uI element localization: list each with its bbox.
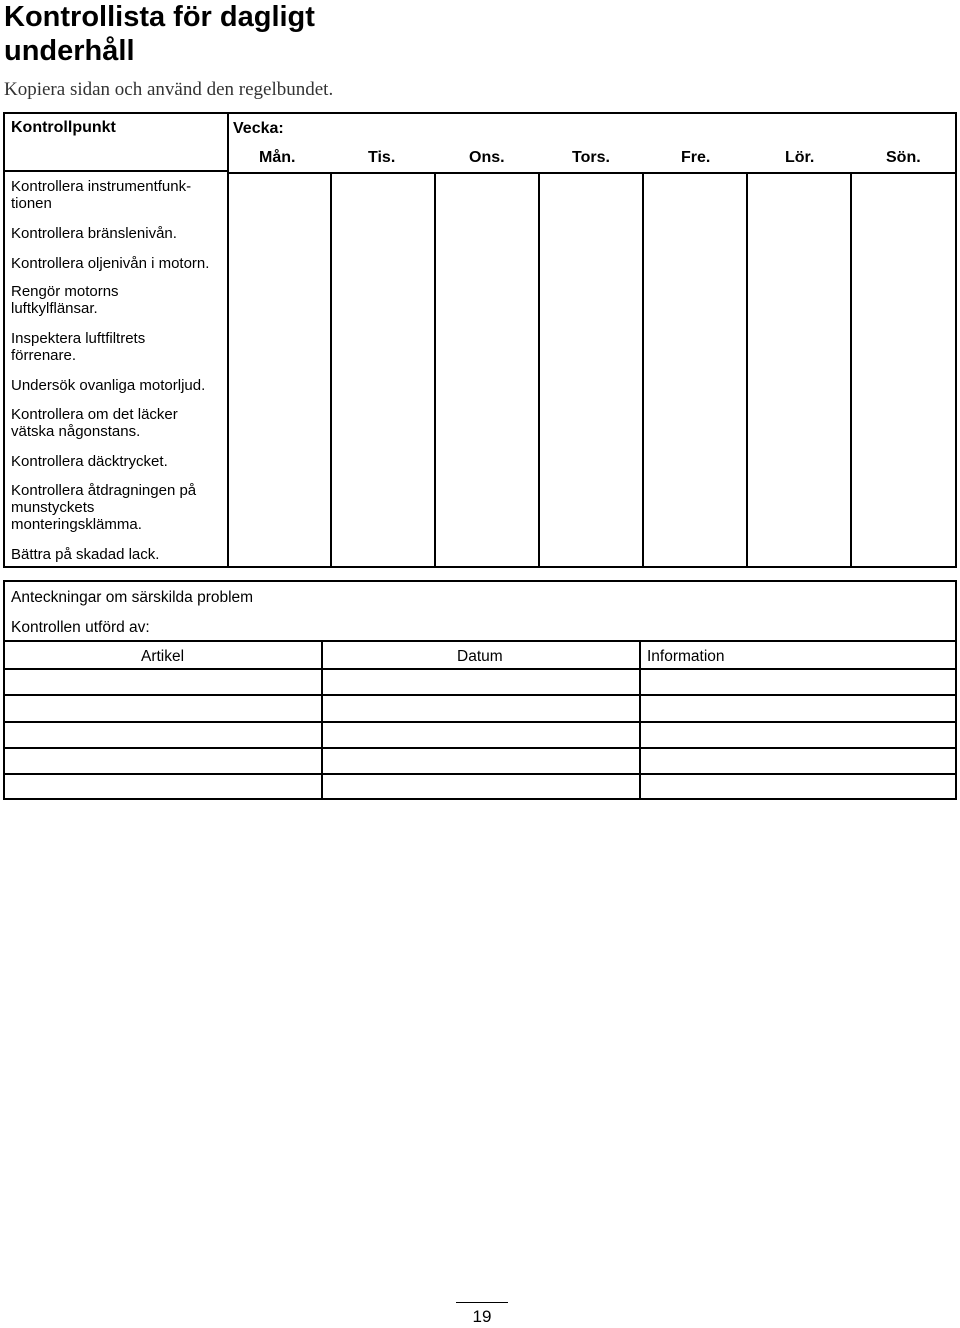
page-title: Kontrollista för dagligt underhåll <box>4 1 315 67</box>
notes-table-row-line <box>5 721 955 723</box>
day-grid-line <box>746 172 748 566</box>
checklist-item: Rengör motorns luftkylflänsar. <box>11 283 119 317</box>
page-number-rule <box>456 1302 508 1303</box>
checklist-item: Kontrollera bränslenivån. <box>11 225 177 242</box>
day-header-mon: Mån. <box>259 149 296 166</box>
checklist-item: Kontrollera om det läcker vätska någonstans. <box>11 406 178 440</box>
day-header-sat: Lör. <box>785 149 815 166</box>
page-number: 19 <box>472 1307 492 1326</box>
performed-by-label: Kontrollen utförd av: <box>11 619 150 636</box>
notes-table-col-line <box>321 640 323 798</box>
notes-table-row-line <box>5 747 955 749</box>
checklist-item: Inspektera luftfiltrets förrenare. <box>11 330 146 364</box>
day-grid-line <box>538 172 540 566</box>
notes-table-row-line <box>5 668 955 670</box>
header-separator <box>5 170 227 172</box>
day-header-wed: Ons. <box>469 149 505 166</box>
checklist-item: Kontrollera instrumentfunk- tionen <box>11 178 192 212</box>
checklist-item: Kontrollera åtdragningen på munstyckets monteringsklämma. <box>11 482 197 533</box>
column-header-kontrollpunkt: Kontrollpunkt <box>11 119 116 136</box>
notes-table-top <box>5 640 955 642</box>
notes-title: Anteckningar om särskilda problem <box>11 589 254 606</box>
checklist-item: Kontrollera oljenivån i motorn. <box>11 255 210 272</box>
notes-table-row-line <box>5 773 955 775</box>
day-header-tue: Tis. <box>368 149 396 166</box>
column-header-artikel: Artikel <box>141 648 185 665</box>
column-header-datum: Datum <box>457 648 503 665</box>
day-grid-line <box>642 172 644 566</box>
week-label: Vecka: <box>233 120 284 137</box>
day-header-sun: Sön. <box>886 149 921 166</box>
day-header-thu: Tors. <box>572 149 610 166</box>
day-grid-top <box>229 172 955 566</box>
day-grid-line <box>330 172 332 566</box>
checklist-item: Bättra på skadad lack. <box>11 546 160 563</box>
notes-table-col-line <box>639 640 641 798</box>
notes-table-row-line <box>5 694 955 696</box>
column-header-information: Information <box>647 648 725 665</box>
day-header-fri: Fre. <box>681 149 711 166</box>
day-grid-line <box>434 172 436 566</box>
notes-box <box>3 580 957 800</box>
day-grid-line <box>850 172 852 566</box>
page-subtitle: Kopiera sidan och använd den regelbundet. <box>4 79 334 100</box>
checklist-item: Kontrollera däcktrycket. <box>11 453 168 470</box>
checklist-table <box>3 112 957 568</box>
checklist-item: Undersök ovanliga motorljud. <box>11 377 206 394</box>
